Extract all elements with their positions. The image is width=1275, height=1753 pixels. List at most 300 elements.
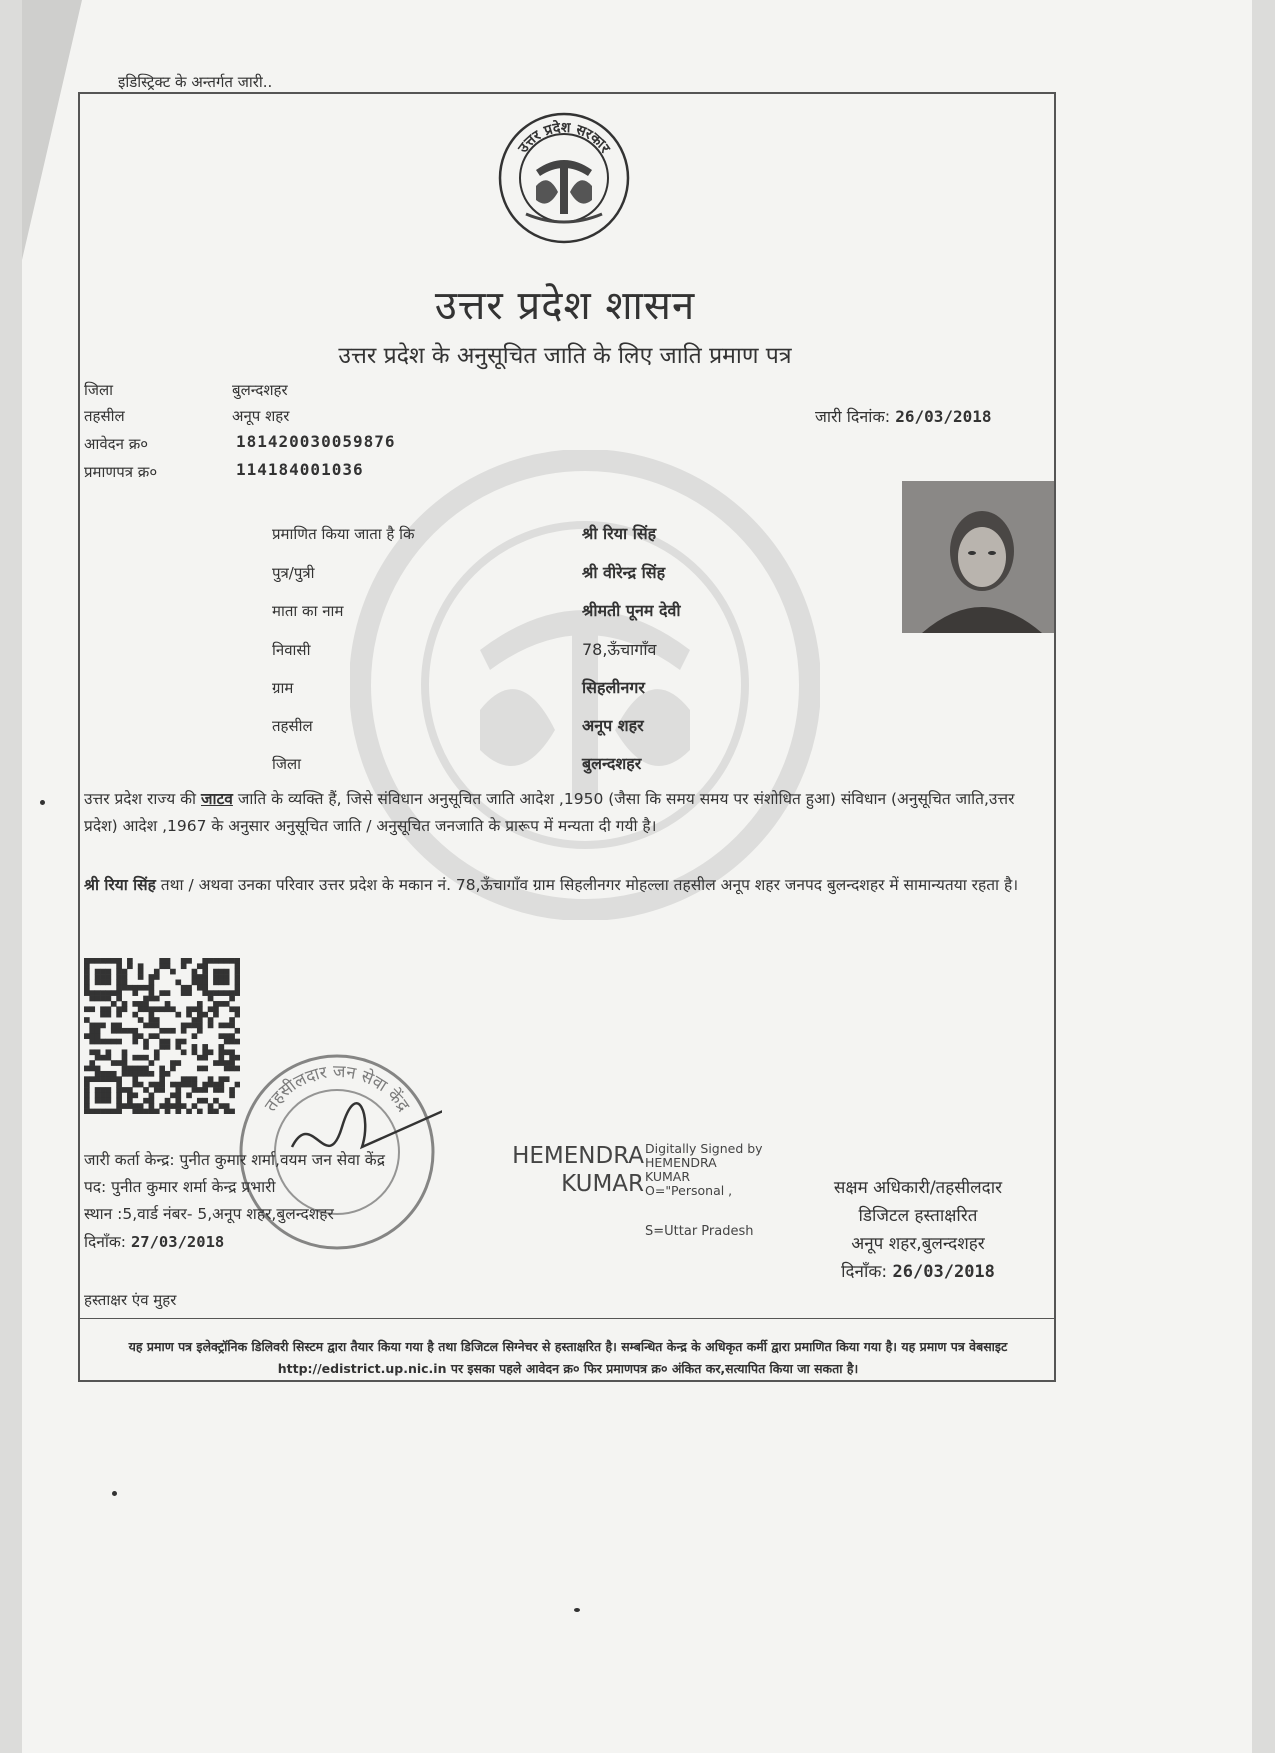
qr-module xyxy=(224,1103,230,1109)
qr-module xyxy=(132,985,138,991)
qr-module xyxy=(181,1103,187,1109)
qr-module xyxy=(202,980,208,986)
tehsil-label: तहसील xyxy=(84,407,125,425)
issued-under-note: इडिस्ट्रिक्ट के अन्तर्गत जारी.. xyxy=(118,73,273,91)
qr-module xyxy=(84,1006,90,1012)
qr-module xyxy=(111,1039,117,1045)
qr-module xyxy=(218,1087,224,1093)
qr-module xyxy=(197,1012,203,1018)
digital-signer-name xyxy=(498,1142,644,1198)
qr-module xyxy=(197,1109,203,1114)
qr-module xyxy=(159,1044,165,1050)
qr-module xyxy=(181,963,187,969)
qr-module xyxy=(208,1006,214,1012)
qr-module xyxy=(122,1028,128,1034)
qr-module xyxy=(143,996,149,1002)
qr-module xyxy=(181,1039,187,1045)
qr-module xyxy=(229,1017,235,1023)
qr-module xyxy=(170,1060,176,1066)
qr-module xyxy=(192,1033,198,1039)
qr-module xyxy=(202,963,208,969)
up-government-emblem-icon xyxy=(496,110,632,246)
qr-module xyxy=(165,963,171,969)
qr-module xyxy=(154,1017,160,1023)
qr-module xyxy=(202,990,208,996)
qr-module xyxy=(197,963,203,969)
qr-module xyxy=(186,1082,192,1088)
qr-module xyxy=(202,1055,208,1061)
field-district-label: जिला xyxy=(272,755,302,773)
qr-module xyxy=(127,1087,133,1093)
qr-module xyxy=(95,1039,101,1045)
qr-module xyxy=(213,980,219,986)
qr-module xyxy=(149,985,155,991)
qr-module xyxy=(149,980,155,986)
qr-module xyxy=(218,1001,224,1007)
qr-module xyxy=(95,1076,101,1082)
qr-module xyxy=(132,1055,138,1061)
qr-module xyxy=(111,1028,117,1034)
qr-module xyxy=(235,963,240,969)
qr-module xyxy=(149,1071,155,1077)
qr-module xyxy=(154,969,160,975)
qr-module xyxy=(218,1023,224,1029)
field-tehsil-value: अनूप शहर xyxy=(582,716,644,735)
qr-module xyxy=(138,1001,144,1007)
qr-module xyxy=(154,974,160,980)
certificate-title: उत्तर प्रदेश के अनुसूचित जाति के लिए जाति प्रमाण पत्र xyxy=(338,343,792,369)
qr-module xyxy=(159,963,165,969)
qr-module xyxy=(106,1087,112,1093)
qr-module xyxy=(84,1033,90,1039)
emblem-text: उत्तर प्रदेश सरकार xyxy=(515,119,613,156)
qr-module xyxy=(165,958,171,964)
qr-module xyxy=(197,985,203,991)
qr-module xyxy=(100,1039,106,1045)
qr-module xyxy=(116,1076,122,1082)
qr-module xyxy=(127,985,133,991)
qr-module xyxy=(159,1082,165,1088)
qr-module xyxy=(197,1098,203,1104)
qr-module xyxy=(213,1006,219,1012)
qr-module xyxy=(122,974,128,980)
qr-module xyxy=(106,996,112,1002)
qr-module xyxy=(197,980,203,986)
qr-module xyxy=(218,1055,224,1061)
qr-module xyxy=(132,1012,138,1018)
qr-module xyxy=(84,985,90,991)
qr-module xyxy=(95,958,101,964)
qr-module xyxy=(138,974,144,980)
qr-module xyxy=(218,1060,224,1066)
qr-module xyxy=(202,985,208,991)
qr-module xyxy=(208,1017,214,1023)
qr-module xyxy=(202,1012,208,1018)
caste-statement-intro: उत्तर प्रदेश राज्य की xyxy=(84,790,201,808)
qr-module xyxy=(213,1001,219,1007)
qr-module xyxy=(192,1023,198,1029)
qr-module xyxy=(186,1092,192,1098)
qr-module xyxy=(89,1028,95,1034)
qr-module xyxy=(213,1087,219,1093)
qr-module xyxy=(84,990,90,996)
qr-module xyxy=(218,1082,224,1088)
qr-module xyxy=(149,996,155,1002)
qr-module xyxy=(159,1006,165,1012)
field-tehsil-label: तहसील xyxy=(272,717,313,735)
qr-module xyxy=(143,1098,149,1104)
qr-module xyxy=(175,1082,181,1088)
qr-module xyxy=(235,1028,240,1034)
qr-module xyxy=(159,1066,165,1072)
caste-statement-body: जाति के व्यक्ति हैं, जिसे संविधान अनुसूचित जाति आदेश ,1950 (जैसा कि समय समय पर संशोधित हुआ) संविधान (अनुसूचित जाति,उत्तर प्रदेश) आदेश ,1967 के अनुसार अनुसूचित जाति / अनुसूचित जनजाति के प्रारूप में मन्यता दी गयी है। xyxy=(84,790,1015,835)
qr-module xyxy=(116,1103,122,1109)
qr-module xyxy=(218,958,224,964)
residence-statement-body: तथा / अथवा उनका परिवार उत्तर प्रदेश के मकान नं. 78,ऊँचागाँव ग्राम सिहलीनगर मोहल्ला तहसील अनूप शहर जनपद बुलन्दशहर में सामान्यतया रहता है। xyxy=(155,876,1019,894)
caste-name: जाटव xyxy=(200,790,233,808)
qr-module xyxy=(224,958,230,964)
qr-module xyxy=(235,985,240,991)
district-label: जिला xyxy=(84,381,114,399)
village-value: सिहलीनगर xyxy=(582,678,645,697)
qr-module xyxy=(132,1103,138,1109)
qr-module xyxy=(192,1006,198,1012)
qr-module xyxy=(208,1109,214,1114)
qr-module xyxy=(100,969,106,975)
qr-module xyxy=(159,1103,165,1109)
issue-date-label: जारी दिनांक: xyxy=(815,407,891,426)
certificate-number: 114184001036 xyxy=(236,460,364,479)
qr-module xyxy=(165,1098,171,1104)
qr-module xyxy=(89,1023,95,1029)
qr-module xyxy=(154,1023,160,1029)
qr-module xyxy=(235,1012,240,1018)
qr-module xyxy=(181,1028,187,1034)
qr-module xyxy=(218,1033,224,1039)
qr-module xyxy=(132,1033,138,1039)
qr-module xyxy=(95,980,101,986)
qr-module xyxy=(149,1006,155,1012)
qr-module xyxy=(138,1103,144,1109)
qr-module xyxy=(181,1049,187,1055)
qr-module xyxy=(143,1039,149,1045)
qr-module xyxy=(165,1044,171,1050)
qr-module xyxy=(197,1055,203,1061)
signer-name-line2: KUMAR xyxy=(561,1171,644,1197)
qr-module xyxy=(154,996,160,1002)
qr-module xyxy=(84,1087,90,1093)
qr-module xyxy=(224,1049,230,1055)
qr-module xyxy=(84,974,90,980)
qr-module xyxy=(95,996,101,1002)
qr-module xyxy=(138,1055,144,1061)
qr-module xyxy=(122,1001,128,1007)
footer-note: यह प्रमाण पत्र इलेक्ट्रॉनिक डिलिवरी सिस्टम द्वारा तैयार किया गया है तथा डिजिटल सिग्नेचर से हस्ताक्षरित है। सम्बन्धित केन्द्र के अधिकृत कर्मी द्वारा प्रमाणित किया गया है। यह प्रमाण पत्र वेबसाइट http://edistrict.up.nic.in पर इसका पहले आवेदन क्र० फिर प्रमाणपत्र क्र० अंकित कर,सत्यापित किया जा सकता है। xyxy=(128,1339,1008,1376)
qr-module xyxy=(192,974,198,980)
qr-module xyxy=(95,1066,101,1072)
qr-module xyxy=(84,1082,90,1088)
qr-module xyxy=(202,1066,208,1072)
issuer-date-value: 27/03/2018 xyxy=(130,1233,225,1251)
qr-module xyxy=(122,1055,128,1061)
authority-title: सक्षम अधिकारी/तहसीलदार xyxy=(833,1178,1003,1198)
qr-module xyxy=(235,980,240,986)
qr-module xyxy=(100,958,106,964)
qr-module xyxy=(132,1082,138,1088)
issue-date-value: 26/03/2018 xyxy=(895,407,992,426)
qr-module xyxy=(192,969,198,975)
qr-module xyxy=(122,1049,128,1055)
qr-module xyxy=(213,1060,219,1066)
qr-module xyxy=(154,1033,160,1039)
qr-module xyxy=(95,1055,101,1061)
qr-module xyxy=(84,1076,90,1082)
qr-module xyxy=(202,1049,208,1055)
qr-module xyxy=(208,1049,214,1055)
page-fold xyxy=(22,0,82,260)
qr-module xyxy=(116,996,122,1002)
qr-module xyxy=(106,1109,112,1114)
qr-module xyxy=(100,1055,106,1061)
qr-module xyxy=(165,1071,171,1077)
qr-module xyxy=(235,969,240,975)
qr-module xyxy=(116,974,122,980)
qr-module xyxy=(235,1039,240,1045)
authority-date xyxy=(788,1259,1048,1282)
qr-module xyxy=(138,1033,144,1039)
qr-module xyxy=(122,980,128,986)
qr-module xyxy=(111,1109,117,1114)
qr-module xyxy=(84,1103,90,1109)
qr-module xyxy=(192,1017,198,1023)
issuing-center: जारी कर्ता केन्द्र: पुनीत कुमार शर्मा,वयम जन सेवा केंद्र xyxy=(84,1151,385,1169)
qr-module xyxy=(202,969,208,975)
qr-module xyxy=(143,1109,149,1114)
qr-module xyxy=(175,1087,181,1093)
issuer-place: स्थान :5,वार्ड नंबर- 5,अनूप शहर,बुलन्दशहर xyxy=(84,1205,334,1223)
qr-module xyxy=(89,1039,95,1045)
qr-module xyxy=(175,980,181,986)
qr-module xyxy=(116,990,122,996)
qr-module xyxy=(197,1017,203,1023)
qr-module xyxy=(100,1092,106,1098)
qr-module xyxy=(89,1066,95,1072)
qr-module xyxy=(116,1082,122,1088)
qr-module xyxy=(165,1039,171,1045)
resident-label: निवासी xyxy=(272,641,311,659)
qr-module xyxy=(138,1066,144,1072)
resident-value: 78,ऊँचागाँव xyxy=(582,640,657,659)
qr-module xyxy=(111,1001,117,1007)
qr-module xyxy=(127,1103,133,1109)
qr-module xyxy=(100,980,106,986)
qr-module xyxy=(208,1082,214,1088)
qr-module xyxy=(132,1028,138,1034)
qr-module xyxy=(132,1039,138,1045)
qr-module xyxy=(197,1028,203,1034)
authority-place: अनूप शहर,बुलन्दशहर xyxy=(851,1234,985,1254)
qr-module xyxy=(143,1001,149,1007)
qr-module xyxy=(111,990,117,996)
qr-module xyxy=(143,1066,149,1072)
qr-module xyxy=(170,1082,176,1088)
qr-module xyxy=(95,1087,101,1093)
qr-module xyxy=(224,1066,230,1072)
qr-module xyxy=(197,1066,203,1072)
qr-module xyxy=(84,1017,90,1023)
qr-module xyxy=(89,958,95,964)
qr-module xyxy=(186,1076,192,1082)
qr-module xyxy=(165,1001,171,1007)
qr-module xyxy=(229,1006,235,1012)
qr-module xyxy=(235,974,240,980)
qr-module xyxy=(116,980,122,986)
qr-module xyxy=(138,1006,144,1012)
qr-module xyxy=(132,1071,138,1077)
field-district-value: बुलन्दशहर xyxy=(582,754,642,773)
qr-module xyxy=(95,969,101,975)
qr-module xyxy=(218,990,224,996)
qr-module xyxy=(138,985,144,991)
qr-module xyxy=(192,1082,198,1088)
qr-module xyxy=(95,1023,101,1029)
father-name: श्री वीरेन्द्र सिंह xyxy=(582,563,666,582)
qr-module xyxy=(224,1076,230,1082)
application-number: 181420030059876 xyxy=(236,432,396,451)
qr-module xyxy=(170,969,176,975)
qr-module xyxy=(111,1023,117,1029)
qr-module xyxy=(100,1006,106,1012)
certificate-number-label: प्रमाणपत्र क्र० xyxy=(84,463,158,481)
applicant-photo xyxy=(902,481,1054,633)
qr-module xyxy=(202,1098,208,1104)
applicant-name: श्री रिया सिंह xyxy=(582,524,657,543)
qr-module xyxy=(122,1071,128,1077)
qr-module xyxy=(127,1098,133,1104)
qr-module xyxy=(116,963,122,969)
qr-module xyxy=(197,1006,203,1012)
qr-module xyxy=(175,1044,181,1050)
qr-module xyxy=(159,1087,165,1093)
qr-module xyxy=(138,1071,144,1077)
qr-module xyxy=(106,1049,112,1055)
qr-module xyxy=(122,1087,128,1093)
qr-module xyxy=(181,1023,187,1029)
qr-module xyxy=(132,1076,138,1082)
qr-module xyxy=(213,1082,219,1088)
qr-module xyxy=(149,990,155,996)
qr-module xyxy=(197,1001,203,1007)
son-daughter-of-label: पुत्र/पुत्री xyxy=(272,564,315,582)
scan-speck xyxy=(574,1608,580,1612)
qr-module xyxy=(202,958,208,964)
qr-module xyxy=(116,1087,122,1093)
qr-module xyxy=(149,1017,155,1023)
qr-module xyxy=(116,1092,122,1098)
qr-module xyxy=(106,1092,112,1098)
qr-module xyxy=(181,958,187,964)
qr-module xyxy=(143,1071,149,1077)
qr-module xyxy=(208,958,214,964)
qr-module xyxy=(159,1039,165,1045)
qr-module xyxy=(95,1033,101,1039)
government-title: उत्तर प्रदेश शासन xyxy=(434,283,696,329)
qr-module xyxy=(235,958,240,964)
qr-module xyxy=(84,1098,90,1104)
qr-module xyxy=(224,1109,230,1114)
qr-module xyxy=(116,1109,122,1114)
qr-module xyxy=(122,1060,128,1066)
qr-module xyxy=(149,1103,155,1109)
qr-module xyxy=(143,1055,149,1061)
qr-module xyxy=(224,980,230,986)
qr-module xyxy=(116,969,122,975)
qr-module xyxy=(138,1017,144,1023)
qr-module xyxy=(197,1087,203,1093)
qr-module xyxy=(213,969,219,975)
qr-module xyxy=(197,1023,203,1029)
qr-module xyxy=(143,1087,149,1093)
qr-module xyxy=(186,1012,192,1018)
qr-module xyxy=(208,990,214,996)
scan-speck xyxy=(40,800,45,805)
qr-module xyxy=(235,1006,240,1012)
qr-module xyxy=(143,1023,149,1029)
qr-module xyxy=(175,1109,181,1114)
signer-name-line1: HEMENDRA xyxy=(512,1143,644,1169)
qr-module xyxy=(175,1039,181,1045)
qr-module xyxy=(84,1109,90,1114)
qr-module xyxy=(106,1012,112,1018)
district-value: बुलन्दशहर xyxy=(232,381,288,399)
qr-module xyxy=(224,1033,230,1039)
footer-divider xyxy=(78,1318,1056,1319)
qr-module xyxy=(213,990,219,996)
qr-module xyxy=(165,1006,171,1012)
qr-module xyxy=(202,1044,208,1050)
qr-module xyxy=(95,1098,101,1104)
qr-code xyxy=(84,958,240,1114)
authority-signed: डिजिटल हस्ताक्षरित xyxy=(858,1206,978,1226)
qr-module xyxy=(181,990,187,996)
qr-module xyxy=(165,990,171,996)
qr-module xyxy=(159,1028,165,1034)
qr-module xyxy=(127,1071,133,1077)
qr-module xyxy=(202,1082,208,1088)
residence-statement xyxy=(84,872,1052,899)
qr-module xyxy=(192,1103,198,1109)
qr-module xyxy=(165,1109,171,1114)
qr-module xyxy=(106,1006,112,1012)
qr-module xyxy=(138,963,144,969)
qr-module xyxy=(149,1092,155,1098)
qr-module xyxy=(224,969,230,975)
qr-module xyxy=(127,1066,133,1072)
qr-module xyxy=(100,1098,106,1104)
qr-module xyxy=(106,969,112,975)
authority-date-label: दिनाँक: xyxy=(841,1262,888,1282)
qr-module xyxy=(95,1028,101,1034)
qr-module xyxy=(175,1012,181,1018)
qr-module xyxy=(100,1076,106,1082)
qr-module xyxy=(149,1012,155,1018)
qr-module xyxy=(95,1092,101,1098)
qr-module xyxy=(165,1028,171,1034)
qr-module xyxy=(175,1103,181,1109)
qr-module xyxy=(116,958,122,964)
qr-module xyxy=(224,990,230,996)
qr-module xyxy=(192,1044,198,1050)
